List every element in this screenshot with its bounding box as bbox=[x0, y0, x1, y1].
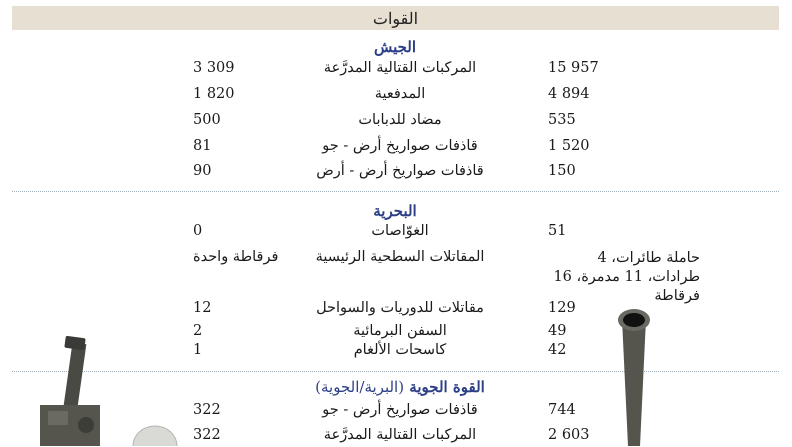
row-label: المركبات القتالية المدرَّعة bbox=[323, 60, 477, 76]
value-left: 500 bbox=[193, 112, 221, 128]
value-left: 12 bbox=[193, 300, 212, 316]
value-right: 4 894 bbox=[548, 86, 590, 102]
table-row bbox=[0, 86, 792, 106]
section-divider bbox=[12, 191, 779, 192]
row-label: كاسحات الألغام bbox=[353, 342, 447, 358]
value-right: 150 bbox=[548, 163, 576, 179]
value-right: 129 bbox=[548, 300, 576, 316]
value-right: 15 957 bbox=[548, 60, 599, 76]
section-title-navy: البحرية bbox=[373, 202, 417, 220]
value-left: 90 bbox=[193, 163, 212, 179]
row-label: المقاتلات السطحية الرئيسية bbox=[315, 249, 485, 265]
value-left: 2 bbox=[193, 323, 203, 339]
value-left: 322 bbox=[193, 427, 221, 443]
value-left: 322 bbox=[193, 402, 221, 418]
value-left: 3 309 bbox=[193, 60, 235, 76]
value-left: 1 bbox=[193, 342, 203, 358]
artillery-gun-left-icon bbox=[30, 335, 120, 446]
row-label: مقاتلات للدوريات والسواحل bbox=[316, 300, 484, 316]
table-row bbox=[0, 249, 792, 304]
table-row bbox=[0, 60, 792, 80]
section-title-army: الجيش bbox=[373, 38, 417, 56]
table-row bbox=[0, 163, 792, 183]
value-right: 2 603 bbox=[548, 427, 590, 443]
value-left: فرقاطة واحدة bbox=[193, 249, 279, 265]
row-label: مضاد للدبابات bbox=[358, 112, 442, 128]
value-right: 1 520 bbox=[548, 138, 590, 154]
artillery-barrel-right-icon bbox=[600, 305, 670, 446]
table-row bbox=[0, 112, 792, 132]
value-right: 744 bbox=[548, 402, 576, 418]
row-label: المركبات القتالية المدرَّعة bbox=[323, 427, 477, 443]
table-row bbox=[0, 223, 792, 243]
row-label: قاذفات صواريخ أرض - جو bbox=[322, 138, 478, 154]
value-right: حاملة طائرات، 4 طرادات، 11 مدمرة، 16 فرقاطة bbox=[553, 250, 700, 304]
table-row bbox=[0, 138, 792, 158]
section-title-airforce bbox=[270, 378, 530, 396]
radar-dome-icon bbox=[130, 420, 180, 446]
section-title-airforce-main: القوة الجوية bbox=[409, 378, 485, 396]
value-left: 0 bbox=[193, 223, 203, 239]
value-left: 1 820 bbox=[193, 86, 235, 102]
value-right: 42 bbox=[548, 342, 567, 358]
value-right: 535 bbox=[548, 112, 576, 128]
table-row bbox=[0, 300, 792, 320]
section-title-airforce-sub: (البرية/الجوية) bbox=[315, 378, 405, 396]
row-label: السفن البرمائية bbox=[353, 323, 447, 339]
row-label: قاذفات صواريخ أرض - جو bbox=[322, 402, 478, 418]
value-left: 81 bbox=[193, 138, 212, 154]
value-right: 49 bbox=[548, 323, 567, 339]
header-bar bbox=[12, 6, 779, 30]
row-label: قاذفات صواريخ أرض - أرض bbox=[316, 163, 484, 179]
value-right: 51 bbox=[548, 223, 567, 239]
row-label: المدفعية bbox=[374, 86, 426, 102]
row-label: الغوّاصات bbox=[371, 223, 429, 239]
page-title: القوات bbox=[372, 9, 419, 28]
